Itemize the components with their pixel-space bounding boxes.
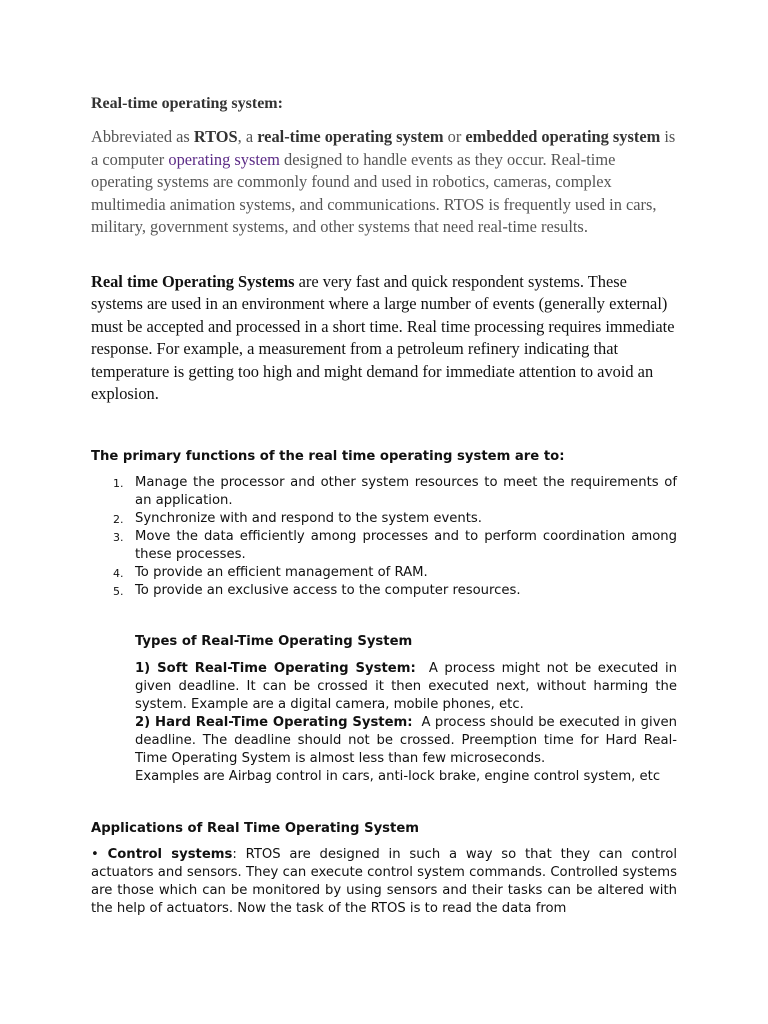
list-number: 3. (113, 531, 124, 544)
list-text: To provide an exclusive access to the computer resources. (135, 583, 521, 598)
list-text: Synchronize with and respond to the system events. (135, 511, 482, 526)
applications-heading: Applications of Real Time Operating System (91, 821, 420, 836)
list-item (91, 474, 677, 510)
list-item (91, 528, 677, 564)
bullet: • (91, 847, 108, 862)
intro-text: , a (237, 127, 258, 146)
rtos-description-paragraph (91, 271, 676, 405)
list-item (91, 564, 677, 582)
rtos-term: RTOS (193, 127, 238, 146)
list-number: 5. (113, 585, 124, 598)
paragraph-text: are very fast and quick respondent systems. These systems are used in an environment where a large number of events (generally external) must be accepted and processed in a short time. Real time processing requires immediate response. For example, a measurement from a petroleum refinery indicating that temperature is getting too high and might demand for immediate attention to avoid an explosion. (91, 272, 675, 404)
hard-rtos-paragraph (135, 714, 682, 768)
soft-rtos-text: A process might not be executed in given deadline. It can be crossed it then executed next, without harming the system. Example are a digital camera, mobile phones, etc. (135, 661, 682, 712)
control-systems-paragraph (91, 846, 677, 918)
paragraph-text: : RTOS are designed in such a way so that they can control actuators and sensors. They can execute control system commands. Controlled systems are those which can be monitored by using sensors and their tasks can be altered with the help of actuators. Now the task of the RTOS is to read the data from (91, 847, 677, 916)
list-number: 1. (113, 477, 124, 490)
intro-paragraph (91, 126, 676, 239)
types-section (135, 660, 682, 786)
list-number: 2. (113, 513, 124, 526)
list-item (91, 510, 677, 528)
hard-rtos-label: 2) Hard Real-Time Operating System: (135, 715, 413, 730)
examples-line: Examples are Airbag control in cars, anti-lock brake, engine control system, etc (135, 769, 661, 784)
rtos-term: real-time operating system (257, 127, 444, 146)
functions-heading: The primary functions of the real time operating system are to: (91, 449, 565, 464)
hard-rtos-text: A process should be executed in given deadline. The deadline should not be crossed. Preemption time for Hard Real-Time Operating System is almost less than few microseconds. (135, 715, 682, 766)
embedded-term: embedded operating system (465, 127, 661, 146)
intro-text: or (443, 127, 466, 146)
page-title: Real-time operating system: (91, 95, 283, 112)
soft-rtos-paragraph (135, 660, 682, 714)
list-number: 4. (113, 567, 124, 580)
list-item (91, 582, 677, 600)
rtos-term: Real time Operating Systems (91, 272, 295, 291)
list-text: To provide an efficient management of RAM. (135, 565, 428, 580)
control-systems-label: Control systems (107, 847, 233, 862)
operating-system-link[interactable]: operating system (168, 149, 280, 169)
soft-rtos-label: 1) Soft Real-Time Operating System: (135, 661, 416, 676)
list-text: Move the data efficiently among processes and to perform coordination among these processes. (135, 529, 677, 562)
list-text: Manage the processor and other system resources to meet the requirements of an application. (135, 475, 677, 508)
types-heading: Types of Real-Time Operating System (135, 634, 413, 649)
functions-list (91, 474, 677, 600)
intro-text: Abbreviated as (91, 127, 194, 146)
intro-text: is a computer (91, 127, 676, 169)
intro-text: designed to handle events as they occur. Real-time operating systems are commonly found and used in robotics, cameras, complex multimedia animation systems, and communications. RTOS is frequently used in cars, military, government systems, and other systems that need real-time results. (91, 149, 657, 237)
